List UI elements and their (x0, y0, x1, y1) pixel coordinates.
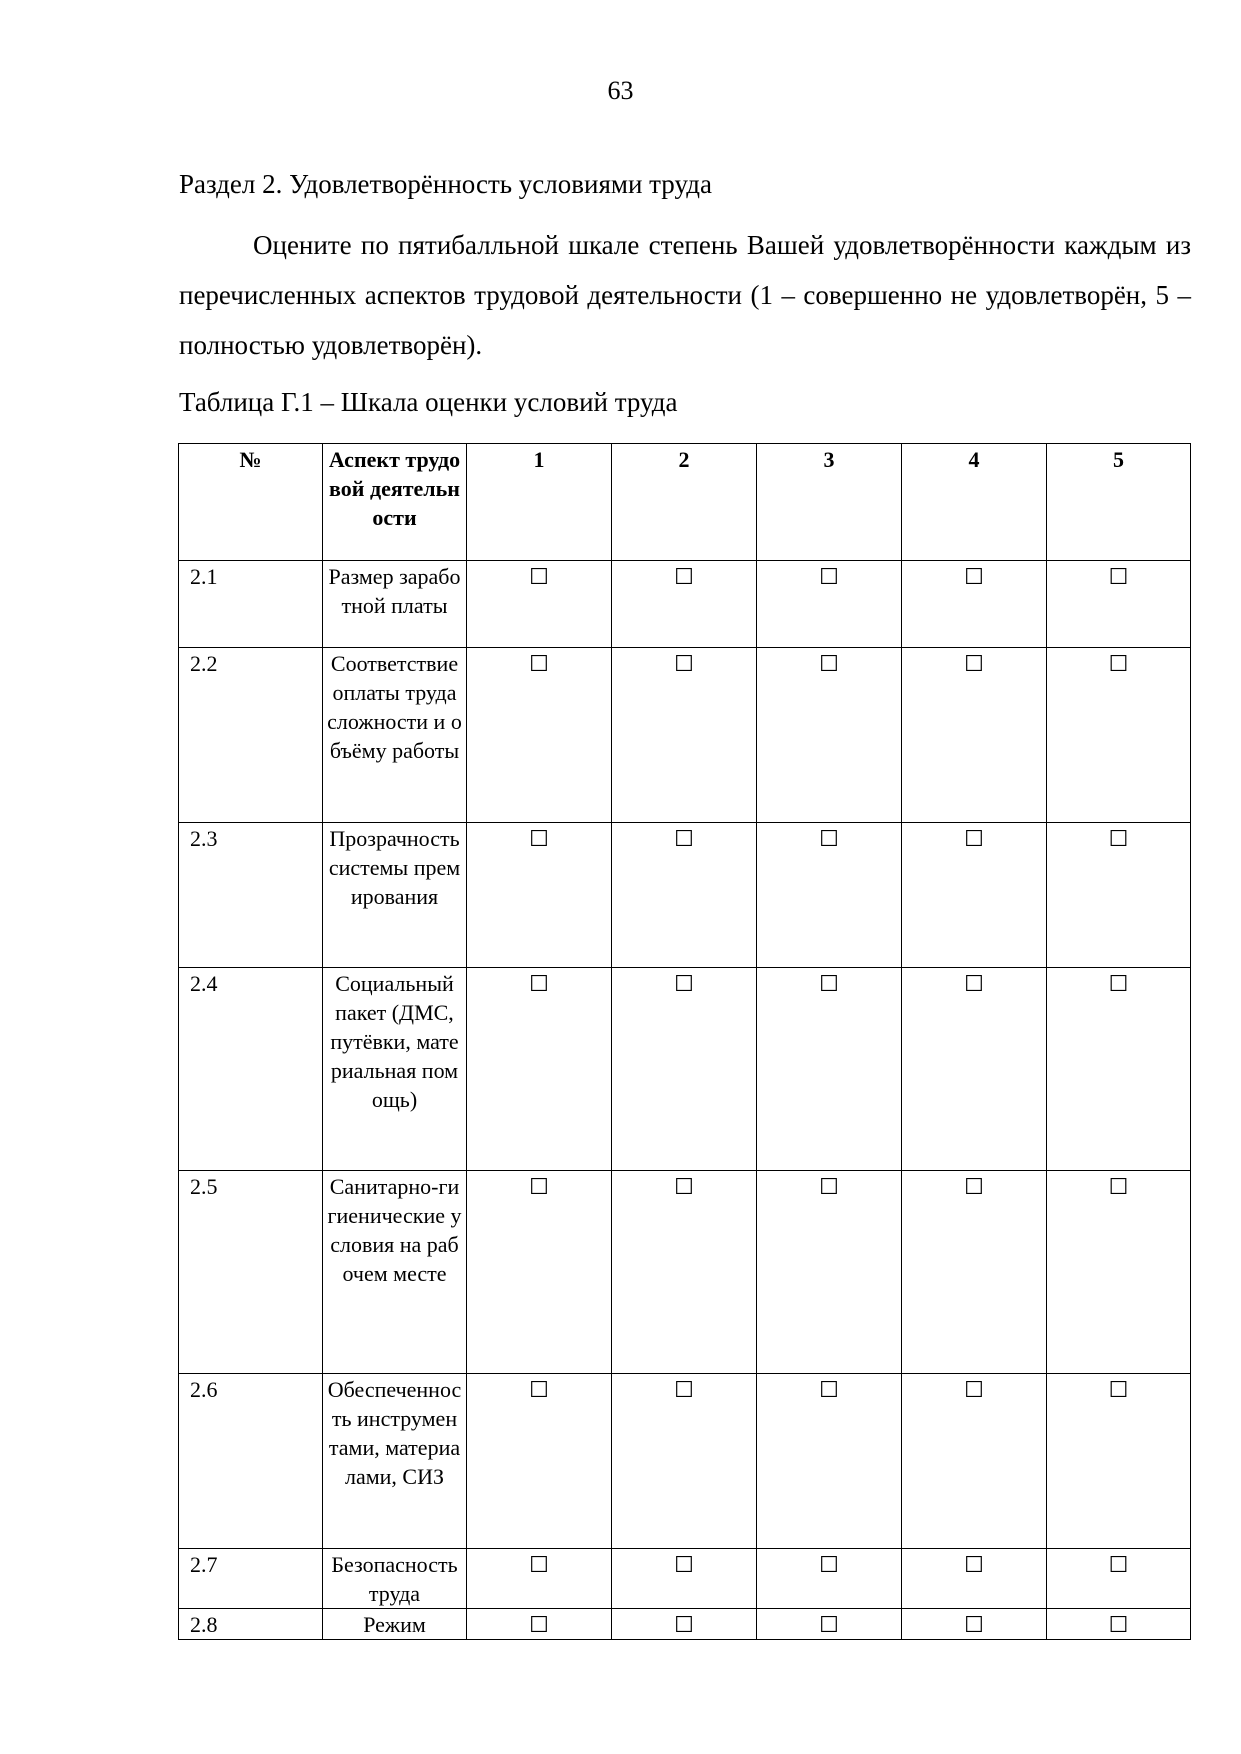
checkbox-score-2[interactable]: ☐ (674, 1174, 694, 1199)
rating-table (178, 443, 1191, 1640)
checkbox-score-1[interactable]: ☐ (529, 1552, 549, 1577)
row-number: 2.4 (179, 968, 323, 1171)
checkbox-score-3[interactable]: ☐ (819, 971, 839, 996)
checkbox-score-3[interactable]: ☐ (819, 1612, 839, 1637)
checkbox-score-2[interactable]: ☐ (674, 1377, 694, 1402)
row-aspect: Размер заработной платы (323, 561, 467, 648)
checkbox-score-5[interactable]: ☐ (1108, 1552, 1129, 1577)
checkbox-score-2[interactable]: ☐ (674, 826, 694, 851)
row-number: 2.6 (179, 1374, 323, 1549)
checkbox-score-1[interactable]: ☐ (529, 564, 549, 589)
checkbox-score-1[interactable]: ☐ (529, 826, 549, 851)
checkbox-score-3[interactable]: ☐ (819, 826, 839, 851)
checkbox-score-5[interactable]: ☐ (1108, 651, 1129, 676)
table-row (179, 1609, 1191, 1640)
header-score-3: 3 (757, 444, 902, 561)
checkbox-score-3[interactable]: ☐ (819, 1377, 839, 1402)
table-row (179, 968, 1191, 1171)
checkbox-score-4[interactable]: ☐ (964, 1612, 984, 1637)
header-score-2: 2 (612, 444, 757, 561)
checkbox-score-1[interactable]: ☐ (529, 651, 549, 676)
checkbox-score-5[interactable]: ☐ (1108, 1612, 1129, 1637)
row-aspect: Безопасность труда (323, 1549, 467, 1609)
checkbox-score-2[interactable]: ☐ (674, 1612, 694, 1637)
table-caption: Таблица Г.1 – Шкала оценки условий труда (179, 387, 678, 417)
checkbox-score-1[interactable]: ☐ (529, 1612, 549, 1637)
checkbox-score-4[interactable]: ☐ (964, 564, 984, 589)
page-number: 63 (607, 76, 634, 105)
row-number: 2.7 (179, 1549, 323, 1609)
row-aspect: Санитарно-гигиенические условия на рабочем месте (323, 1171, 467, 1374)
checkbox-score-5[interactable]: ☐ (1108, 826, 1129, 851)
row-number: 2.8 (179, 1609, 323, 1640)
row-aspect: Режим (323, 1609, 467, 1640)
instruction-paragraph: Оцените по пятибалльной шкале степень Вашей удовлетворённости каждым из перечисленных аспектов трудовой деятельности (1 – совершенно не удовлетворён, 5 – полностью удовлетворён). (179, 230, 1191, 360)
checkbox-score-4[interactable]: ☐ (964, 1174, 984, 1199)
row-aspect: Соответствие оплаты труда сложности и объёму работы (323, 648, 467, 823)
checkbox-score-3[interactable]: ☐ (819, 651, 839, 676)
table-header-row (179, 444, 1191, 561)
checkbox-score-2[interactable]: ☐ (674, 651, 694, 676)
table-row (179, 1549, 1191, 1609)
table-row (179, 823, 1191, 968)
checkbox-score-4[interactable]: ☐ (964, 651, 984, 676)
row-number: 2.5 (179, 1171, 323, 1374)
checkbox-score-5[interactable]: ☐ (1108, 1377, 1129, 1402)
checkbox-score-1[interactable]: ☐ (529, 971, 549, 996)
row-aspect: Прозрачность системы премирования (323, 823, 467, 968)
checkbox-score-3[interactable]: ☐ (819, 564, 839, 589)
table-row (179, 1171, 1191, 1374)
checkbox-score-4[interactable]: ☐ (964, 1552, 984, 1577)
checkbox-score-5[interactable]: ☐ (1108, 971, 1129, 996)
checkbox-score-5[interactable]: ☐ (1108, 1174, 1129, 1199)
checkbox-score-1[interactable]: ☐ (529, 1377, 549, 1402)
row-number: 2.3 (179, 823, 323, 968)
table-row (179, 1374, 1191, 1549)
header-score-5: 5 (1047, 444, 1191, 561)
table-row (179, 561, 1191, 648)
checkbox-score-3[interactable]: ☐ (819, 1552, 839, 1577)
table-row (179, 648, 1191, 823)
checkbox-score-4[interactable]: ☐ (964, 1377, 984, 1402)
row-number: 2.2 (179, 648, 323, 823)
row-aspect: Обеспеченность инструментами, материалами, СИЗ (323, 1374, 467, 1549)
row-aspect: Социальный пакет (ДМС, путёвки, материальная помощь) (323, 968, 467, 1171)
checkbox-score-5[interactable]: ☐ (1108, 564, 1129, 589)
checkbox-score-4[interactable]: ☐ (964, 971, 984, 996)
header-score-4: 4 (902, 444, 1047, 561)
section-title: Раздел 2. Удовлетворённость условиями труда (179, 169, 712, 199)
checkbox-score-4[interactable]: ☐ (964, 826, 984, 851)
checkbox-score-2[interactable]: ☐ (674, 971, 694, 996)
header-number: № (179, 444, 323, 561)
header-aspect: Аспект трудовой деятельности (323, 444, 467, 561)
checkbox-score-2[interactable]: ☐ (674, 564, 694, 589)
row-number: 2.1 (179, 561, 323, 648)
checkbox-score-2[interactable]: ☐ (674, 1552, 694, 1577)
checkbox-score-1[interactable]: ☐ (529, 1174, 549, 1199)
checkbox-score-3[interactable]: ☐ (819, 1174, 839, 1199)
header-score-1: 1 (467, 444, 612, 561)
